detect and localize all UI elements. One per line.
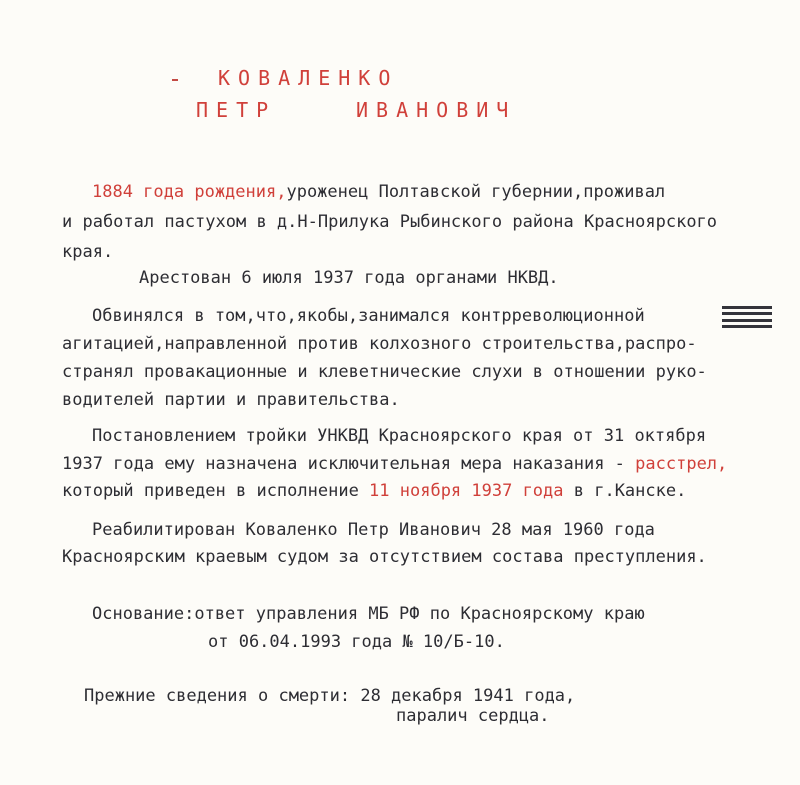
- sentence-line-3-end: в г.Канске.: [563, 481, 687, 501]
- sentence-line-2: [62, 454, 727, 474]
- prior-info-line-2: паралич сердца.: [396, 706, 550, 726]
- typed-dash-mark: [172, 79, 178, 81]
- execution-word: расстрел,: [635, 454, 728, 474]
- charges-line-2: агитацией,направленной против колхозного строительства,распро-: [62, 334, 697, 354]
- sentence-line-2-text: 1937 года ему назначена исключительная мера наказания -: [62, 454, 636, 474]
- birth-year-text: 1884 года рождения,: [92, 182, 287, 202]
- birth-origin-text: уроженец Полтавской губернии,проживал: [286, 182, 666, 202]
- birth-line-3: края.: [62, 242, 114, 262]
- patronymic-heading: ИВАНОВИЧ: [356, 98, 517, 122]
- given-name-heading: ПЕТР: [196, 98, 277, 122]
- charges-line-3: странял провакационные и клеветнические слухи в отношении руко-: [62, 362, 707, 382]
- execution-date: 11 ноября 1937 года: [369, 481, 564, 501]
- struck-out-word: [722, 306, 772, 328]
- arrest-text: Арестован 6 июля 1937 года органами НКВД.: [139, 268, 559, 288]
- birth-line-1: [92, 182, 665, 202]
- rehabilitation-line-1: Реабилитирован Коваленко Петр Иванович 28 мая 1960 года: [92, 520, 655, 540]
- basis-line-2: от 06.04.1993 года № 10/Б-10.: [208, 632, 505, 652]
- charges-line-1: Обвинялся в том,что,якобы,занимался контрреволюционной: [92, 306, 645, 326]
- basis-line-1: Основание:ответ управления МБ РФ по Красноярскому краю: [92, 604, 645, 624]
- prior-info-line-1: Прежние сведения о смерти: 28 декабря 1941 года,: [84, 686, 576, 706]
- charges-line-4: водителей партии и правительства.: [62, 390, 400, 410]
- rehabilitation-line-2: Красноярским краевым судом за отсутствием состава преступления.: [62, 547, 707, 567]
- surname-heading: КОВАЛЕНКО: [218, 66, 399, 90]
- sentence-line-3-start: который приведен в исполнение: [62, 481, 370, 501]
- sentence-line-1: Постановлением тройки УНКВД Красноярского края от 31 октября: [92, 426, 707, 446]
- birth-line-2: и работал пастухом в д.Н-Прилука Рыбинского района Красноярского: [62, 212, 718, 232]
- sentence-line-3: [62, 481, 686, 501]
